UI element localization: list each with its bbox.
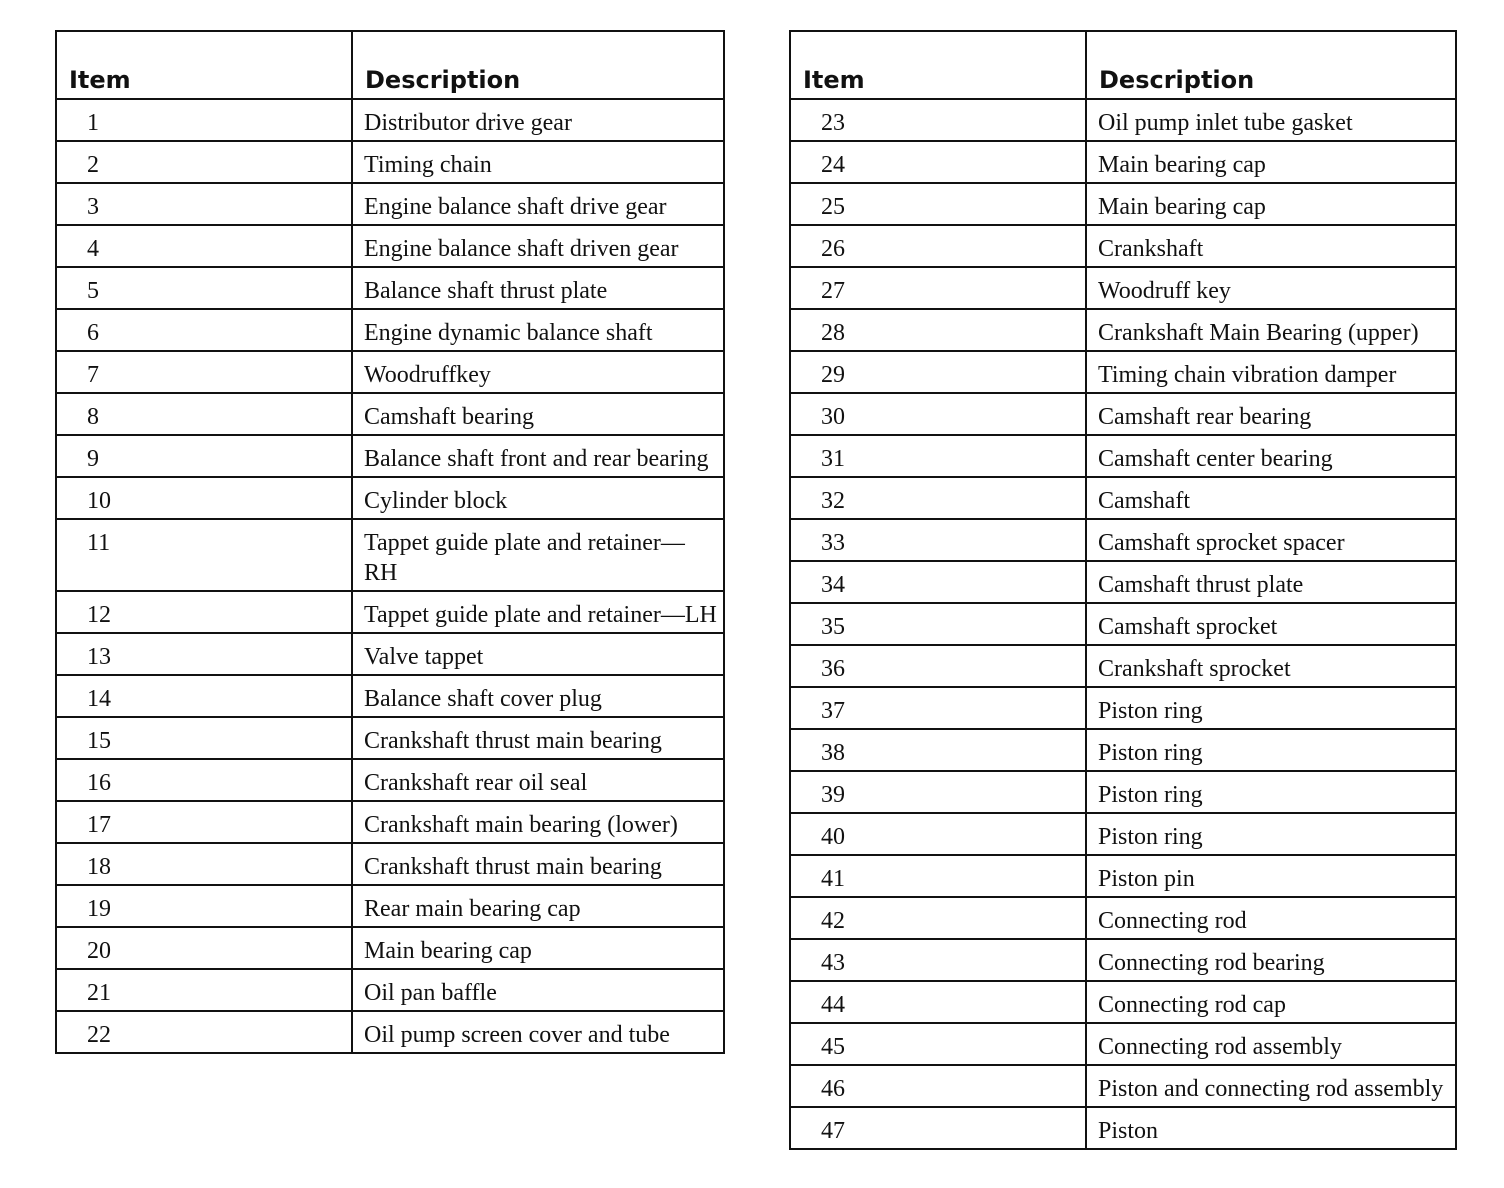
table-row — [56, 885, 724, 927]
item-number-cell: 7 — [56, 351, 352, 393]
item-number-cell: 22 — [56, 1011, 352, 1053]
column-header-item: Item — [790, 31, 1086, 99]
item-number-cell: 25 — [790, 183, 1086, 225]
table-row — [790, 393, 1456, 435]
table-row — [790, 1107, 1456, 1149]
description-cell: Piston pin — [1086, 855, 1456, 897]
description-cell: Piston ring — [1086, 771, 1456, 813]
description-cell: Oil pump screen cover and tube — [364, 1022, 670, 1048]
item-number-cell: 32 — [790, 477, 1086, 519]
description-cell: Balance shaft thrust plate — [352, 267, 724, 309]
table-row — [56, 927, 724, 969]
item-number-cell: 30 — [790, 393, 1086, 435]
table-row — [790, 645, 1456, 687]
table-row — [790, 183, 1456, 225]
description-cell: Piston ring — [1086, 729, 1456, 771]
item-number-cell: 5 — [56, 267, 352, 309]
description-cell: Connecting rod assembly — [1086, 1023, 1456, 1065]
item-number-cell: 42 — [790, 897, 1086, 939]
description-cell: Crankshaft thrust main bearing — [352, 843, 724, 885]
description-cell: Engine balance shaft drive gear — [352, 183, 724, 225]
item-number-cell: 19 — [56, 885, 352, 927]
table-row — [56, 393, 724, 435]
table-row — [790, 267, 1456, 309]
item-number-cell: 10 — [56, 477, 352, 519]
table-row — [790, 225, 1456, 267]
description-cell: Camshaft bearing — [352, 393, 724, 435]
table-row — [56, 267, 724, 309]
description-cell: Camshaft thrust plate — [1086, 561, 1456, 603]
item-number-cell: 3 — [56, 183, 352, 225]
item-number-cell: 34 — [790, 561, 1086, 603]
description-cell: Engine dynamic balance shaft — [352, 309, 724, 351]
description-cell: Camshaft center bearing — [1086, 435, 1456, 477]
table-row — [56, 843, 724, 885]
description-cell: Crankshaft main bearing (lower) — [352, 801, 724, 843]
table-row — [56, 801, 724, 843]
description-cell: Main bearing cap — [1086, 141, 1456, 183]
table-row — [56, 717, 724, 759]
column-header-item: Item — [56, 31, 352, 99]
description-cell: Cylinder block — [352, 477, 724, 519]
item-number-cell: 29 — [790, 351, 1086, 393]
table-row — [56, 183, 724, 225]
table-row — [790, 1065, 1456, 1107]
column-header-description: Description — [1086, 31, 1456, 99]
item-number-cell: 15 — [56, 717, 352, 759]
table-row — [790, 813, 1456, 855]
table-row — [56, 675, 724, 717]
item-number-cell: 21 — [56, 969, 352, 1011]
item-number-cell: 24 — [790, 141, 1086, 183]
table-row — [790, 141, 1456, 183]
description-cell: Oil pump inlet tube gasket — [1086, 99, 1456, 141]
description-cell: Balance shaft front and rear bearing — [352, 435, 724, 477]
description-cell: Main bearing cap — [352, 927, 724, 969]
table-row — [790, 477, 1456, 519]
description-cell: Crankshaft thrust main bearing — [352, 717, 724, 759]
description-cell: Piston ring — [1086, 687, 1456, 729]
table-row — [56, 633, 724, 675]
item-number-cell: 23 — [790, 99, 1086, 141]
table-row — [56, 969, 724, 1011]
description-cell: Camshaft sprocket spacer — [1086, 519, 1456, 561]
table-row — [56, 477, 724, 519]
description-cell: Engine balance shaft driven gear — [352, 225, 724, 267]
table-row — [790, 897, 1456, 939]
item-number-cell: 2 — [56, 141, 352, 183]
table-row — [790, 519, 1456, 561]
item-number-cell: 31 — [790, 435, 1086, 477]
description-cell: Camshaft rear bearing — [1086, 393, 1456, 435]
item-number-cell: 28 — [790, 309, 1086, 351]
item-number-cell: 27 — [790, 267, 1086, 309]
item-number-cell: 47 — [790, 1107, 1086, 1149]
table-row — [790, 435, 1456, 477]
table-row — [56, 759, 724, 801]
table-row — [790, 351, 1456, 393]
table-row — [790, 603, 1456, 645]
table-row — [790, 771, 1456, 813]
table-row — [56, 519, 724, 591]
item-number-cell: 37 — [790, 687, 1086, 729]
item-number-cell: 14 — [56, 675, 352, 717]
item-number-cell: 6 — [56, 309, 352, 351]
item-number-cell: 40 — [790, 813, 1086, 855]
item-number-cell: 12 — [56, 591, 352, 633]
description-cell: Connecting rod bearing — [1086, 939, 1456, 981]
table-row — [790, 99, 1456, 141]
description-cell: Timing chain vibration damper — [1086, 351, 1456, 393]
item-number-cell: 8 — [56, 393, 352, 435]
description-cell: Camshaft — [1086, 477, 1456, 519]
parts-table-right — [789, 30, 1457, 1150]
item-number-cell: 44 — [790, 981, 1086, 1023]
description-cell: Woodruff key — [1086, 267, 1456, 309]
table-row — [790, 855, 1456, 897]
description-cell: Woodruffkey — [352, 351, 724, 393]
table-row — [790, 981, 1456, 1023]
description-cell: Camshaft sprocket — [1086, 603, 1456, 645]
description-cell: Valve tappet — [352, 633, 724, 675]
description-cell: Balance shaft cover plug — [352, 675, 724, 717]
table-row — [56, 351, 724, 393]
table-row — [790, 939, 1456, 981]
description-cell: Timing chain — [352, 141, 724, 183]
table-row — [790, 729, 1456, 771]
description-cell: Crankshaft — [1086, 225, 1456, 267]
table-row — [790, 1023, 1456, 1065]
description-cell: Connecting rod cap — [1086, 981, 1456, 1023]
item-number-cell: 1 — [56, 99, 352, 141]
item-number-cell: 35 — [790, 603, 1086, 645]
item-number-cell: 36 — [790, 645, 1086, 687]
table-row — [56, 99, 724, 141]
table-row — [56, 225, 724, 267]
item-number-cell: 17 — [56, 801, 352, 843]
table-body — [790, 99, 1456, 1149]
table-row — [56, 591, 724, 633]
description-cell: Connecting rod — [1086, 897, 1456, 939]
item-number-cell: 16 — [56, 759, 352, 801]
description-cell: Crankshaft Main Bearing (upper) — [1086, 309, 1456, 351]
header-row — [790, 31, 1456, 99]
item-number-cell: 18 — [56, 843, 352, 885]
description-cell: Piston — [1098, 1118, 1159, 1144]
item-number-cell: 38 — [790, 729, 1086, 771]
description-cell: Piston and connecting rod assembly — [1086, 1065, 1456, 1107]
table-row — [790, 687, 1456, 729]
table-row — [790, 561, 1456, 603]
item-number-cell: 4 — [56, 225, 352, 267]
description-cell: Main bearing cap — [1086, 183, 1456, 225]
item-number-cell: 11 — [56, 519, 352, 591]
item-number-cell: 46 — [790, 1065, 1086, 1107]
description-cell: Distributor drive gear — [352, 99, 724, 141]
item-number-cell: 26 — [790, 225, 1086, 267]
item-number-cell: 41 — [790, 855, 1086, 897]
table-row — [56, 141, 724, 183]
description-cell: Oil pan baffle — [352, 969, 724, 1011]
item-number-cell: 39 — [790, 771, 1086, 813]
description-cell: Crankshaft sprocket — [1086, 645, 1456, 687]
description-cell: Rear main bearing cap — [352, 885, 724, 927]
table-row — [56, 1011, 724, 1053]
table-body — [56, 99, 724, 1053]
item-number-cell: 13 — [56, 633, 352, 675]
item-number-cell: 43 — [790, 939, 1086, 981]
item-number-cell: 45 — [790, 1023, 1086, 1065]
parts-table-left — [55, 30, 725, 1054]
table-row — [56, 309, 724, 351]
item-number-cell: 9 — [56, 435, 352, 477]
description-cell: Crankshaft rear oil seal — [352, 759, 724, 801]
column-header-description: Description — [352, 31, 724, 99]
header-row — [56, 31, 724, 99]
item-number-cell: 20 — [56, 927, 352, 969]
table-row — [56, 435, 724, 477]
table-row — [790, 309, 1456, 351]
description-cell: Tappet guide plate and retainer—RH — [352, 519, 724, 591]
item-number-cell: 33 — [790, 519, 1086, 561]
description-cell: Tappet guide plate and retainer—LH — [352, 591, 724, 633]
description-cell: Piston ring — [1086, 813, 1456, 855]
